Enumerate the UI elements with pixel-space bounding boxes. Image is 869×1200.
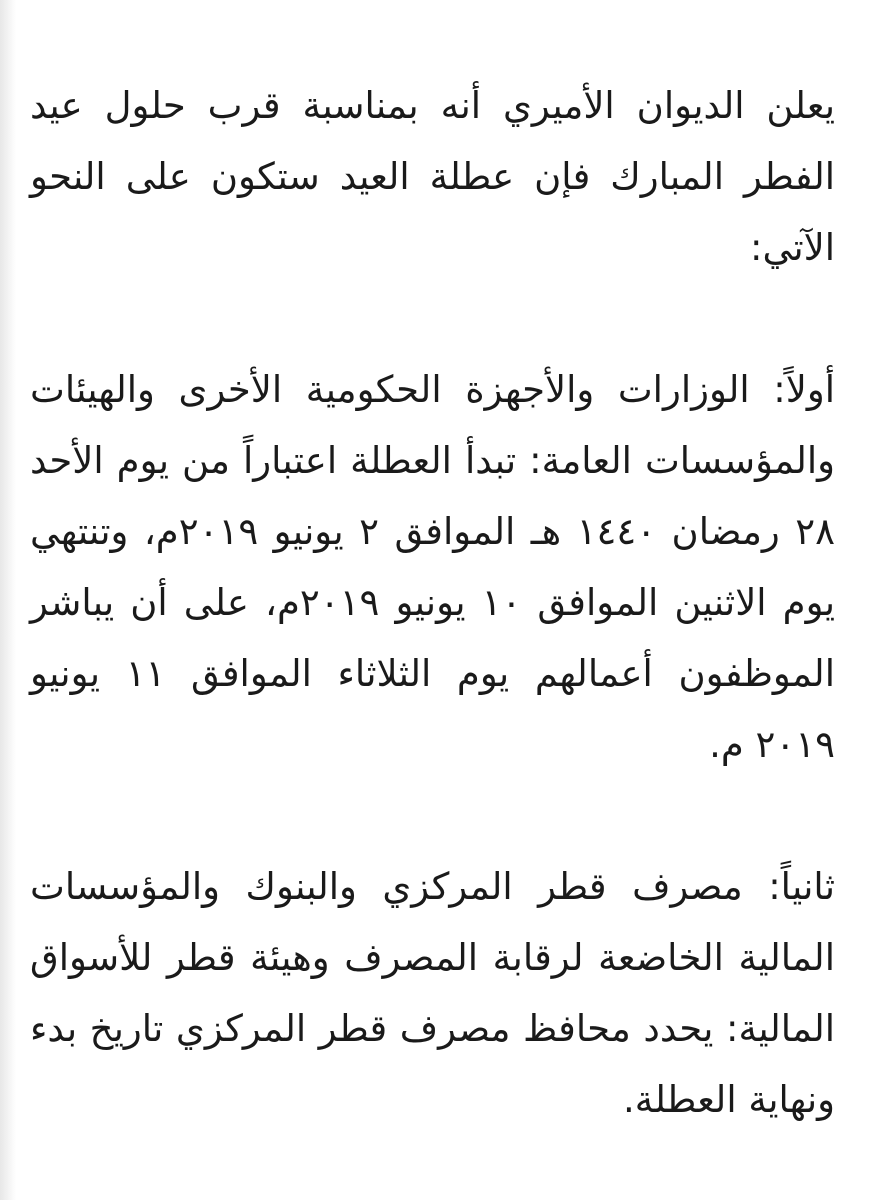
announcement-article xyxy=(30,70,835,1135)
section-first-paragraph: أولاً: الوزارات والأجهزة الحكومية الأخرى والهيئات والمؤسسات العامة: تبدأ العطلة اعتباراً من يوم الأحد ٢٨ رمضان ١٤٤٠ هـ الموافق ٢ يونيو ٢٠١٩م، وتنتهي يوم الاثنين الموافق ١٠ يونيو ٢٠١٩م، على أن يباشر الموظفون أعمالهم يوم الثلاثاء الموافق ١١ يونيو ٢٠١٩ م. xyxy=(30,368,836,766)
section-second-paragraph: ثانياً: مصرف قطر المركزي والبنوك والمؤسسات المالية الخاضعة لرقابة المصرف وهيئة قطر للأسواق المالية: يحدد محافظ مصرف قطر المركزي تاريخ بدء ونهاية العطلة. xyxy=(30,865,835,1121)
page-edge-shadow xyxy=(0,0,16,1200)
intro-paragraph: يعلن الديوان الأميري أنه بمناسبة قرب حلول عيد الفطر المبارك فإن عطلة العيد ستكون على النحو الآتي: xyxy=(30,84,835,269)
